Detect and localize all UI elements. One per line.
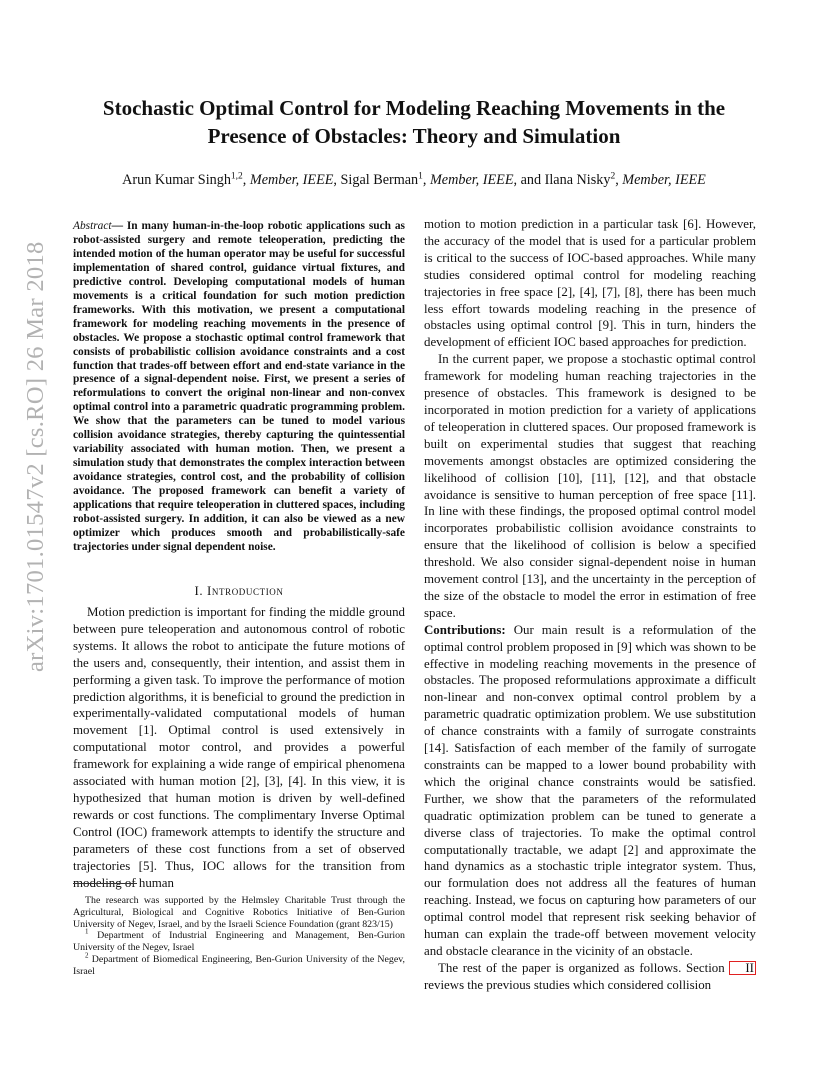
organization-paragraph [424, 960, 756, 994]
author-3-name: and Ilana Nisky [520, 172, 611, 188]
author-1-affiliation: 1,2 [230, 171, 243, 182]
footnote-2-number: 2 [85, 951, 89, 960]
footnotes [73, 895, 405, 978]
author-2-membership: Member, IEEE [429, 172, 514, 188]
paper-title [60, 94, 768, 150]
paper-title-line-2: Presence of Obstacles: Theory and Simulation [207, 124, 621, 148]
intro-paragraph-1: Motion prediction is important for finding the middle ground between pure teleoperation and autonomous control of robotic systems. It allows the robot to anticipate the future motions of the users and, consequently, their intention, and assist them in performing a given task. To improve the performance of motion prediction algorithms, it is beneficial to ground the prediction in experimentally-validated computational models of human movement [1]. Optimal control is used extensively in computational motor control, and provides a powerful framework for explaining a wide range of empirical phenomena associated with human motion [2], [3], [4]. In this view, it is hypothesized that human motion is driven by well-defined rewards or cost functions. The complimentary Inverse Optimal Control (IOC) framework attempts to identify the structure and parameters of these cost functions from a set of observed trajectories [5]. Thus, IOC allows for the transition from modeling of human [73, 605, 405, 890]
intro-paragraph-continued: motion to motion prediction in a particular task [6]. However, the accuracy of the model that is used for a particular problem is critical to the success of IOC-based approaches. While many studies considered optimal control for modeling reaching trajectories in free space [2], [4], [7], [8], there has been much less effort towards modeling reaching in the presence of obstacles using optimal control [9]. This in turn, hinders the development of efficient IOC based approaches for prediction. [424, 217, 756, 350]
footnote-1-text: Department of Industrial Engineering and Management, Ben-Gurion University of the Negev, Israel [73, 930, 405, 954]
footnote-1-number: 1 [85, 928, 89, 937]
footnote-funding: The research was supported by the Helmsley Charitable Trust through the Agricultural, Biological and Cognitive Robotics Initiative of Ben-Gurion University of Negev, Israel, and by the Israeli Science Foundation (grant 823/15) [73, 895, 405, 930]
arxiv-stamp[interactable]: arXiv:1701.01547v2 [cs.RO] 26 Mar 2018 [22, 241, 49, 672]
author-3-affiliation: 2 [610, 171, 616, 182]
footnote-2-text: Department of Biomedical Engineering, Ben-Gurion University of the Negev, Israel [73, 953, 405, 977]
author-list: Arun Kumar Singh$^{1,2}$, Member, IEEE, Sigal Berman$^1$, Member, IEEE, and Ilana Nisky$^2$, Member, IEEE [122, 171, 706, 188]
abstract-dash: — [111, 220, 127, 232]
abstract-label: Abstract [73, 220, 112, 232]
contributions-text: Our main result is a reformulation of the optimal control problem proposed in [9] which was shown to be effective in modeling reaching movements in the presence of obstacles. The proposed reformulations approximate a difficult non-linear and non-convex optimal control problem by a parametric quadratic optimization problem. We use substitution of chance constraints with a family of surrogate constraints [14]. Satisfaction of each member of the family of surrogate constraints can be mapped to a lower bound probability with which the original chance constraints would be satisfied. Further, we show that the parameters of the reformulated quadratic optimization problem can be tuned to generate a diverse class of trajectories. To make the optimal control computationally tractable, we adapt [2] and approximate the hand dynamics as a stochastic triple integrator system. Thus, our formulation does not address all the features of human reaching. Instead, we focus on capturing how parameters of our optimal control model that represent risk seeking behavior of human can explain the trade-off between movement velocity and obstacle clearance in the vicinity of an obstacle. [424, 622, 756, 958]
contributions-label: Contributions: [424, 622, 506, 637]
section-heading-introduction [73, 584, 405, 599]
section-number: I. [194, 584, 204, 598]
paper-title-line-1: Stochastic Optimal Control for Modeling Reaching Movements in the [102, 96, 726, 120]
author-2-affiliation: 1 [418, 171, 423, 182]
abstract-text: In many human-in-the-loop robotic applications such as robot-assisted surgery and remote teleoperation, predicting the intended motion of the human operator may be useful for successful implementation of shared control, guidance virtual fixtures, and predictive control. Developing computational models of human movements is a critical foundation for such motion prediction frameworks. With this motivation, we present a computational framework for modeling reaching movements in the presence of obstacles. We propose a stochastic optimal control framework that consists of probabilistic collision avoidance constraints and a cost function that trades-off between effort and end-state variance in the presence of a signal-dependent noise. First, we present a series of reformulations to convert the original non-linear and non-convex optimal control into a parametric quadratic programming problem. We show that the parameters can be tuned to model various collision avoidance strategies, thereby capturing the quintessential variability associated with human motion. Then, we present a simulation study that demonstrates the complex interaction between avoidance strategies, control cost, and the probability of collision avoidance. The proposed framework can benefit a variety of applications that require teleoperation in cluttered spaces, including robot-assisted surgery. In addition, it can also be viewed as a new optimizer which produces smooth and probabilistically-safe trajectories under signal dependent noise. [73, 220, 405, 553]
footnote-affiliation-1 [73, 930, 405, 954]
author-1-membership: Member, IEEE [249, 172, 334, 188]
author-2-name: Sigal Berman [340, 172, 419, 188]
abstract [73, 220, 405, 555]
section-title: Introduction [207, 584, 284, 598]
author-3-membership: Member, IEEE [622, 172, 706, 188]
right-column-body [424, 216, 756, 994]
contributions-paragraph [424, 622, 756, 960]
organization-text-a: The rest of the paper is organized as follows. Section [438, 960, 725, 975]
author-1-name: Arun Kumar Singh [122, 172, 231, 188]
section-ref-link[interactable]: II [729, 961, 756, 975]
left-column-body [73, 604, 405, 891]
footnote-affiliation-2 [73, 951, 405, 978]
organization-text-b: reviews the previous studies which considered collision [424, 977, 712, 992]
footnote-rule [73, 883, 137, 884]
intro-paragraph-2: In the current paper, we propose a stochastic optimal control framework for modeling human reaching trajectories in the presence of obstacles. This framework is designed to be incorporated in motion prediction for a variety of applications of teleoperation in cluttered spaces. Our proposed framework is built on experimental studies that suggest that reaching movements amongst obstacles are optimized considering the likelihood of collision [10], [11], [12], and that obstacle avoidance is sensitive to human perception of free space [11]. In line with these findings, the proposed optimal control model incorporates probabilistic collision avoidance constraints to ensure that the likelihood of collision is below a specified threshold. We also consider signal-dependent noise in human movement control [13], and the uncertainty in the perception of the size of the obstacle to model the error in estimation of free space. [424, 352, 756, 620]
